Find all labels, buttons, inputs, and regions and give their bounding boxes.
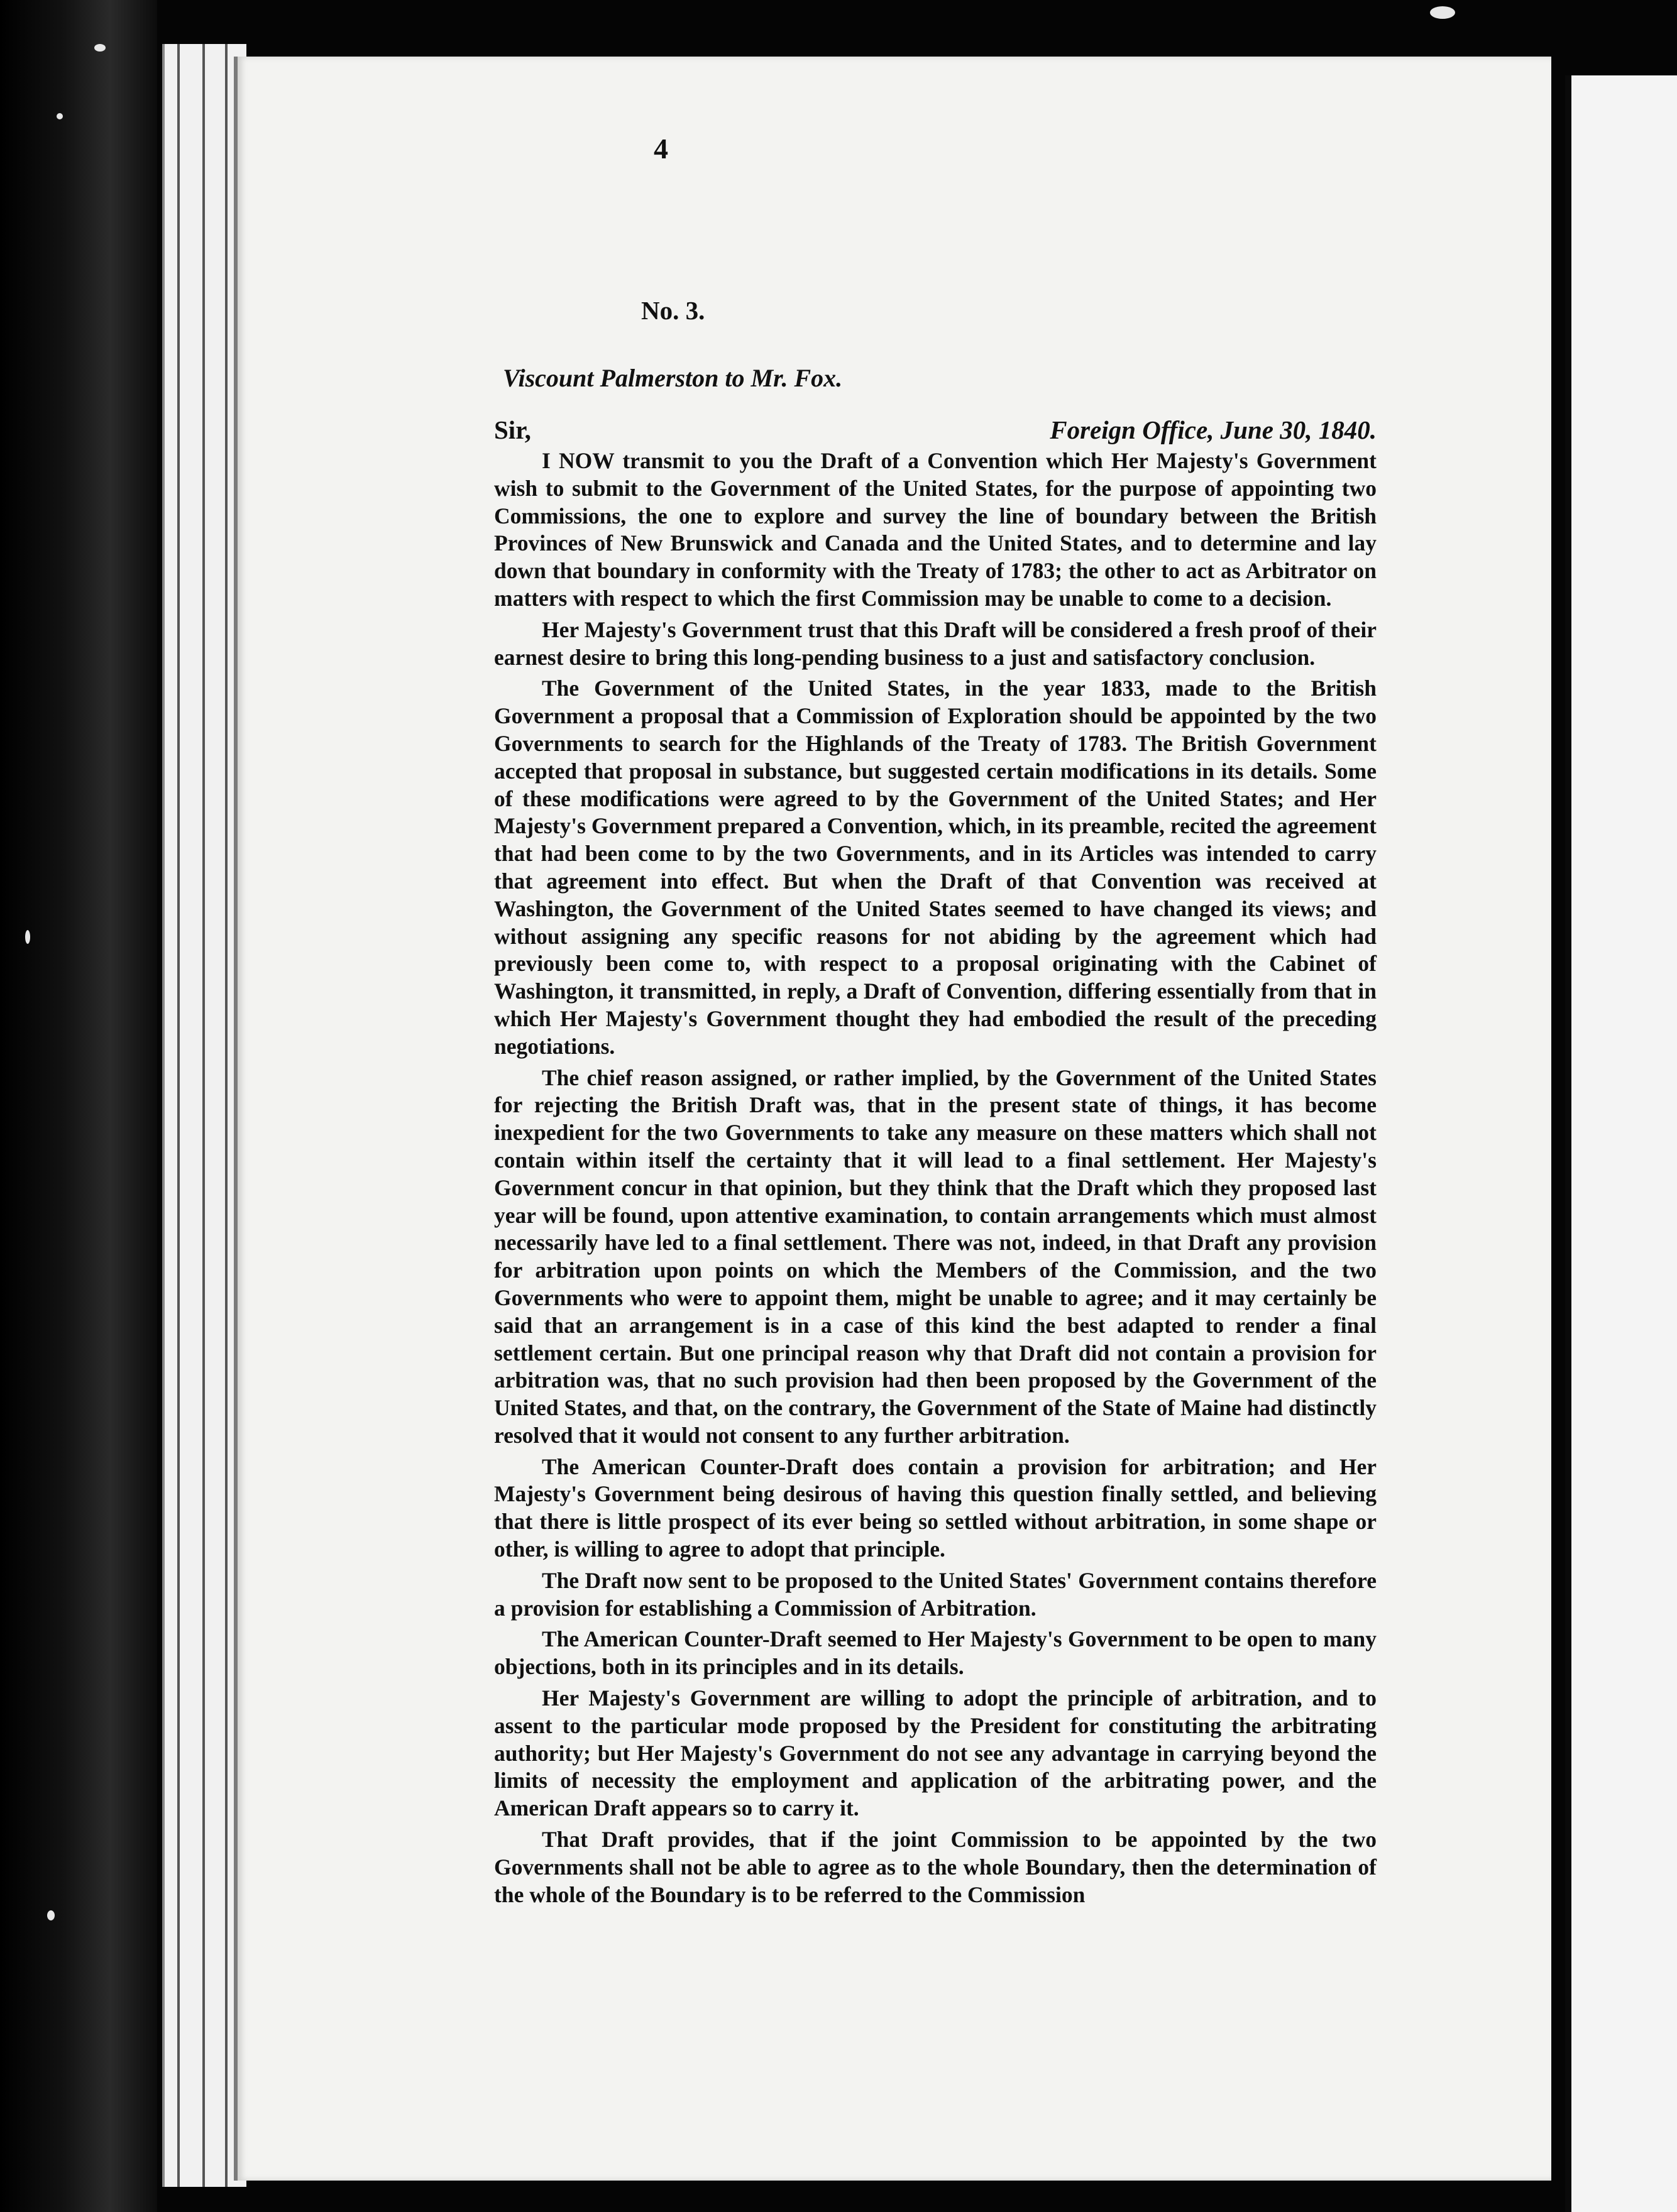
paragraph: The American Counter-Draft does contain a provision for arbitration; and Her Majesty's Government being desirous of having this question finally settled, and believing that there is little prospect of its ever being so settled without arbitration, in some shape or other, is willing to agree to adopt that principle. <box>494 1454 1377 1562</box>
facing-page-edge <box>1565 75 1677 2212</box>
paragraph: The American Counter-Draft seemed to Her Majesty's Government to be open to many objections, both in its principles and in its details. <box>494 1626 1377 1680</box>
document-number: No. 3. <box>641 296 705 325</box>
letter-body <box>494 447 1377 1912</box>
paragraph: The chief reason assigned, or rather implied, by the Government of the United States for rejecting the British Draft was, that in the present state of things, it has become inexpedient for the two Governments to take any measure on these matters which shall not contain within itself the certainty that it will lead to a final settlement. Her Majesty's Government concur in that opinion, but they think that the Draft which they proposed last year will be found, upon attentive examination, to contain arrangements which must almost necessarily have led to a final settlement. There was not, indeed, in that Draft any provision for arbitration upon points on which the Members of the Commission, and the two Governments who were to appoint them, might be unable to agree; and it may certainly be said that an arrangement is in a case of this kind the best adapted to render a final settlement certain. But one principal reason why that Draft did not contain a provision for arbitration was, that no such provision had then been proposed by the Government of the United States, and that, on the contrary, the Government of the State of Maine had distinctly resolved that it would not consent to any further arbitration. <box>494 1065 1377 1448</box>
page-number: 4 <box>654 133 668 165</box>
letter-heading: Viscount Palmerston to Mr. Fox. <box>503 364 843 392</box>
paragraph: The Draft now sent to be proposed to the United States' Government contains therefore a provision for establishing a Commission of Arbitration. <box>494 1567 1377 1621</box>
paragraph: The Government of the United States, in the year 1833, made to the British Government a proposal that a Commission of Exploration should be appointed by the two Governments to search for the Highlands of the Treaty of 1783. The British Government accepted that proposal in substance, but suggested certain modifications in its details. Some of these modifications were agreed to by the Government of the United States; and Her Majesty's Government prepared a Convention, which, in its preamble, recited the agreement that had been come to by the two Governments, and in its Articles was intended to carry that agreement into effect. But when the Draft of that Convention was received at Washington, the Government of the United States seemed to have changed its views; and without assigning any specific reasons for not abiding by the agreement which had previously been come to, with respect to a proposal originating with the Cabinet of Washington, it transmitted, in reply, a Draft of Convention, differing essentially from that in which Her Majesty's Government thought they had embodied the result of the preceding negotiations. <box>494 676 1377 1059</box>
scan-border-left <box>0 0 157 2212</box>
paragraph: That Draft provides, that if the joint Commission to be appointed by the two Governments shall not be able to agree as to the whole Boundary, then the determination of the whole of the Boundary is to be referred to the Commission <box>494 1827 1377 1907</box>
scan-speck <box>1430 6 1455 19</box>
paragraph: I NOW transmit to you the Draft of a Convention which Her Majesty's Government wish to submit to the Government of the United States, for the purpose of appointing two Commissions, the one to explore and survey the line of boundary between the British Provinces of New Brunswick and Canada and the United States, and to determine and lay down that boundary in conformity with the Treaty of 1783; the other to act as Arbitrator on matters with respect to which the first Commission may be unable to come to a decision. <box>494 448 1377 611</box>
scan-speck <box>25 930 30 944</box>
paragraph: Her Majesty's Government trust that this Draft will be considered a fresh proof of their earnest desire to bring this long-pending business to a just and satisfactory conclusion. <box>494 616 1377 670</box>
scan-speck <box>94 44 106 52</box>
page-edge-line <box>202 44 205 2187</box>
dateline: Foreign Office, June 30, 1840. <box>1050 415 1377 444</box>
scan-speck <box>47 1910 55 1920</box>
paragraph: Her Majesty's Government are willing to adopt the principle of arbitration, and to assent to the particular mode proposed by the President for constituting the arbitrating authority; but Her Majesty's Government do not see any advantage in carrying beyond the limits of necessity the employment and application of the arbitrating power, and the American Draft appears so to carry it. <box>494 1685 1377 1821</box>
page-edge-line <box>225 44 228 2187</box>
scan-speck <box>57 113 63 119</box>
salutation: Sir, <box>494 415 531 444</box>
page-edge-line <box>177 44 180 2187</box>
